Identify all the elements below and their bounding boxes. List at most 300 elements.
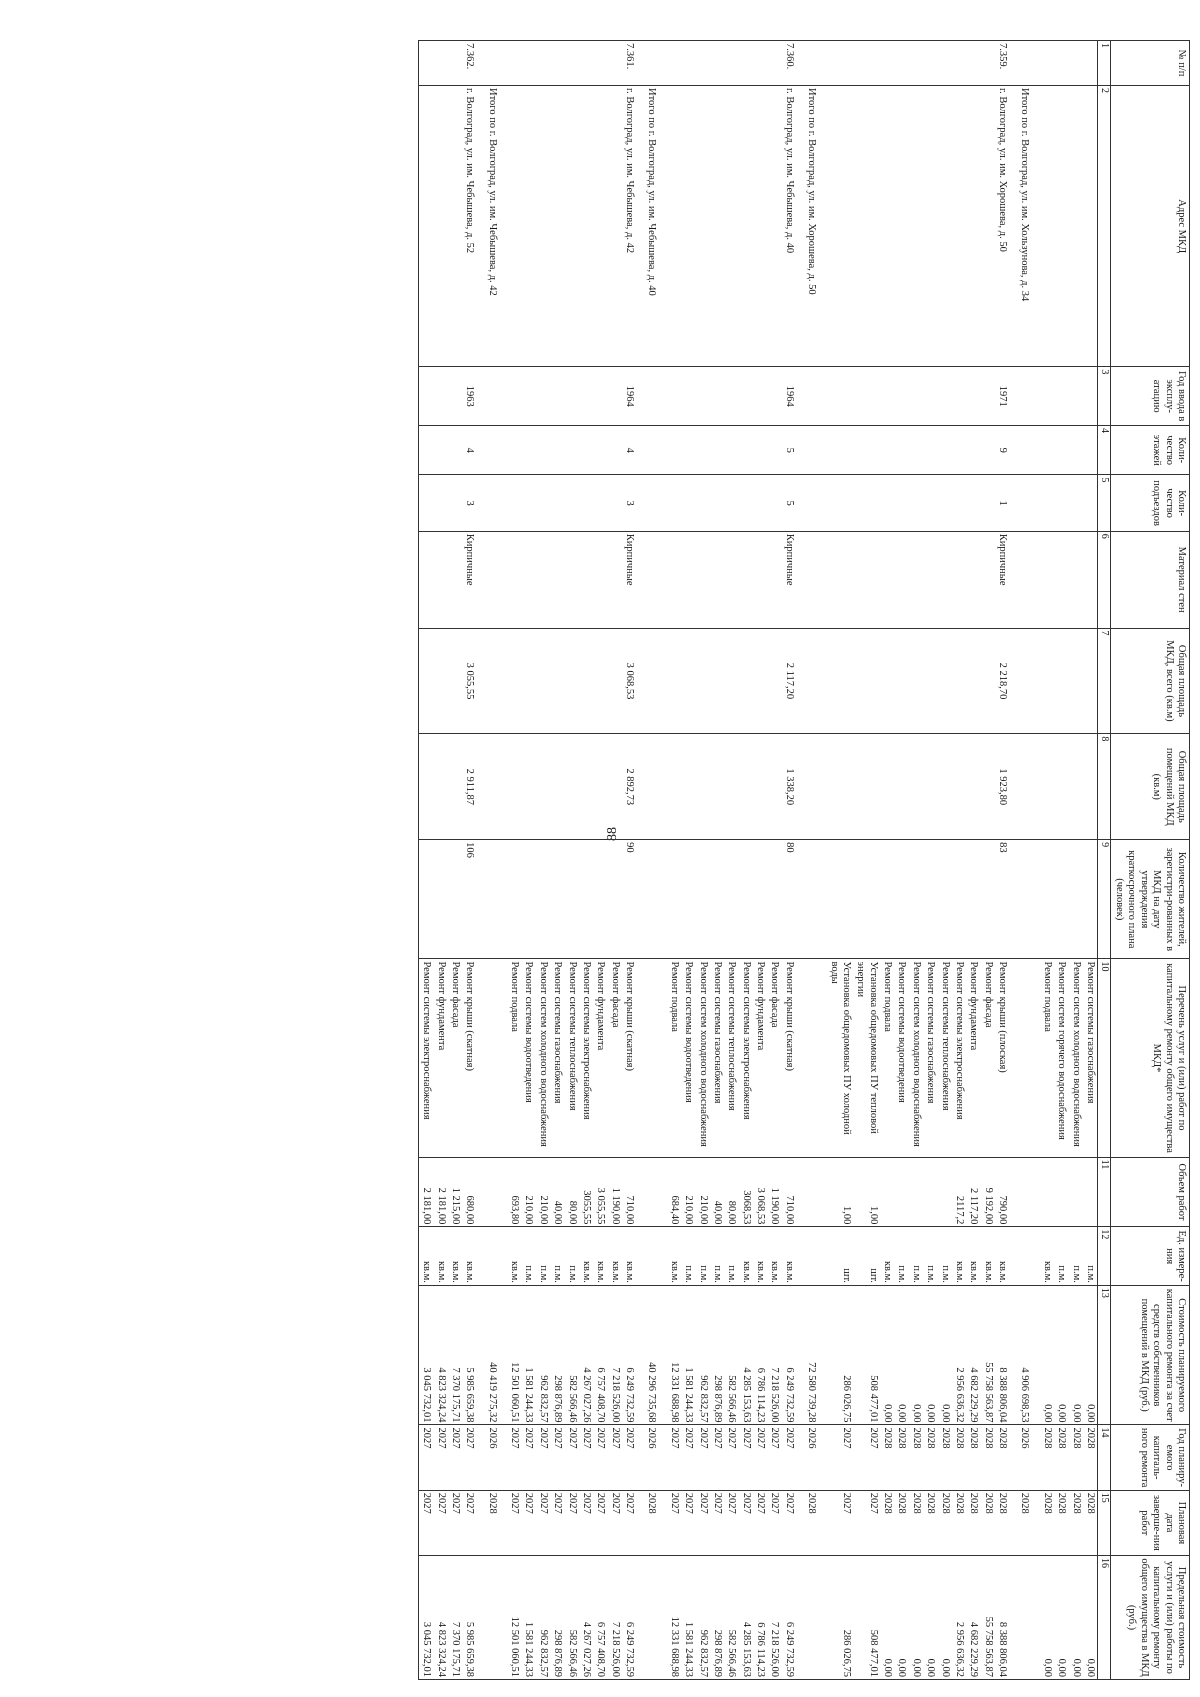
repair-year: 2027 [753,1425,767,1490]
cost: 1 581 244,33 [681,1285,695,1425]
residents [484,840,498,959]
wall-material [880,531,894,628]
column-number: 8 [1097,734,1110,840]
gap-cell [658,628,666,734]
repair-year: 2027 [418,1425,433,1490]
work-type: Ремонт системы газоснабжения [1083,959,1098,1157]
total-area [894,628,908,734]
work-volume: 2 181,00 [433,1157,447,1227]
limit-cost: 12 501 060,51 [507,1556,521,1680]
completion-date: 2028 [980,1490,994,1555]
year-built [826,367,853,426]
work-volume [894,1157,908,1227]
work-type: Ремонт крыши (скатная) [462,959,476,1157]
row-number [666,41,680,86]
floors [1054,425,1068,475]
rotated-page [40,40,1190,1680]
completion-date: 2028 [995,1490,1009,1555]
column-header: Объем работ [1110,1157,1189,1227]
year-built [980,367,994,426]
wall-material [710,531,724,628]
gap-cell [1009,86,1017,367]
floors [507,425,521,475]
cost: 4 906 698,53 [1017,1285,1031,1425]
cost: 7 218 526,00 [767,1285,781,1425]
work-volume: 3055,55 [579,1157,593,1227]
unit: шт. [853,1227,880,1286]
limit-cost: 1 581 244,33 [521,1556,535,1680]
work-row [937,41,951,1680]
entrances [980,475,994,531]
unit [804,1227,818,1286]
row-number [980,41,994,86]
address [433,86,447,367]
row-number [724,41,738,86]
year-built [853,367,880,426]
completion-date: 2027 [564,1490,578,1555]
gap-cell [499,41,507,86]
year-built [767,367,781,426]
limit-cost: 0,00 [923,1556,937,1680]
work-type: Ремонт крыши (скатная) [781,959,795,1157]
floors [894,425,908,475]
address [1054,86,1068,367]
work-type: Ремонт системы водоотведения [894,959,908,1157]
premises-area [484,734,498,840]
wall-material [1017,531,1031,628]
gap-cell [796,1425,804,1490]
floors [695,425,709,475]
total-area [644,628,658,734]
premises-area [767,734,781,840]
completion-date: 2027 [593,1490,607,1555]
residents [607,840,621,959]
total-area [579,628,593,734]
cost: 12 331 688,98 [666,1285,680,1425]
gap-cell [636,86,644,367]
work-type [804,959,818,1157]
unit: кв.м. [622,1227,636,1286]
work-type: Ремонт систем холодного водоснабжения [908,959,922,1157]
work-type: Ремонт систем холодного водоснабжения [695,959,709,1157]
gap-cell [476,1490,484,1555]
work-row [980,41,994,1680]
work-volume: 1 215,00 [448,1157,462,1227]
gap-cell [658,1425,666,1490]
address [880,86,894,367]
total-area [535,628,549,734]
completion-date: 2027 [681,1490,695,1555]
premises-area [564,734,578,840]
entrances [644,475,658,531]
gap-cell [796,425,804,475]
premises-area [535,734,549,840]
premises-area [666,734,680,840]
work-type: Ремонт системы теплоснабжения [724,959,738,1157]
limit-cost: 7 218 526,00 [767,1556,781,1680]
cost: 6 786 114,23 [753,1285,767,1425]
limit-cost: 0,00 [1083,1556,1098,1680]
premises-area [753,734,767,840]
repair-year: 2027 [433,1425,447,1490]
work-row [521,41,535,1680]
address [521,86,535,367]
work-volume: 710,00 [781,1157,795,1227]
address [1068,86,1082,367]
address [923,86,937,367]
total-area [433,628,447,734]
year-built [952,367,966,426]
wall-material [550,531,564,628]
table-body [418,41,1097,1680]
wall-material [966,531,980,628]
gap-cell [796,628,804,734]
limit-cost: 298 876,89 [710,1556,724,1680]
work-volume: 3068,53 [738,1157,752,1227]
residents: 80 [781,840,795,959]
completion-date: 2027 [418,1490,433,1555]
completion-date: 2027 [433,1490,447,1555]
year-built [724,367,738,426]
address [894,86,908,367]
wall-material [644,531,658,628]
gap-cell [476,1556,484,1680]
cost: 7 218 526,00 [607,1285,621,1425]
wall-material [535,531,549,628]
total-area [923,628,937,734]
premises-area [681,734,695,840]
work-type [1017,959,1031,1157]
entrances [593,475,607,531]
gap-cell [1031,1157,1039,1227]
unit: кв.м. [1039,1227,1053,1286]
row-number [607,41,621,86]
entrances [966,475,980,531]
completion-date: 2028 [952,1490,966,1555]
gap-cell [1009,840,1017,959]
house-row [622,41,636,1680]
limit-cost [644,1556,658,1680]
repair-year: 2028 [966,1425,980,1490]
work-volume: 1,00 [826,1157,853,1227]
cost: 40 296 735,68 [644,1285,658,1425]
wall-material [767,531,781,628]
premises-area [1039,734,1053,840]
premises-area [952,734,966,840]
residents [894,840,908,959]
gap-cell [658,86,666,367]
total-area [695,628,709,734]
row-number: 7.359. [995,41,1009,86]
premises-area: 1 923,80 [995,734,1009,840]
cost: 12 501 060,51 [507,1285,521,1425]
work-volume: 1,00 [853,1157,880,1227]
work-row [966,41,980,1680]
repair-year: 2028 [1054,1425,1068,1490]
total-area [753,628,767,734]
address [908,86,922,367]
gap-cell [636,734,644,840]
floors [1068,425,1082,475]
gap-cell [476,1157,484,1227]
gap-cell [636,1227,644,1286]
gap-cell [796,1285,804,1425]
gap-cell [636,41,644,86]
repair-year: 2028 [1068,1425,1082,1490]
floors: 5 [781,425,795,475]
column-number-row [1097,41,1110,1680]
total-area [1083,628,1098,734]
work-type: Ремонт систем горячего водоснабжения [1054,959,1068,1157]
completion-date: 2027 [695,1490,709,1555]
repair-year: 2026 [644,1425,658,1490]
entrances [1017,475,1031,531]
residents [564,840,578,959]
residents [908,840,922,959]
gap-cell [476,86,484,367]
completion-date: 2027 [767,1490,781,1555]
gap-cell [818,86,826,367]
gap-cell [476,531,484,628]
completion-date: 2027 [853,1490,880,1555]
entrances [724,475,738,531]
gap-cell [636,475,644,531]
premises-area [908,734,922,840]
year-built [644,367,658,426]
total-row [1017,41,1031,1680]
cost: 582 566,46 [724,1285,738,1425]
repair-year: 2027 [710,1425,724,1490]
work-type: Ремонт фундамента [593,959,607,1157]
entrances: 3 [462,475,476,531]
wall-material [753,531,767,628]
total-area [853,628,880,734]
premises-area [710,734,724,840]
limit-cost: 962 832,57 [535,1556,549,1680]
year-built [607,367,621,426]
wall-material [564,531,578,628]
year-built [908,367,922,426]
work-row [433,41,447,1680]
completion-date: 2028 [908,1490,922,1555]
repair-year: 2027 [550,1425,564,1490]
entrances [666,475,680,531]
completion-date: 2028 [880,1490,894,1555]
residents [966,840,980,959]
cost: 0,00 [1083,1285,1098,1425]
unit: кв.м. [593,1227,607,1286]
completion-date: 2027 [826,1490,853,1555]
unit: кв.м. [753,1227,767,1286]
wall-material [484,531,498,628]
completion-date: 2027 [622,1490,636,1555]
wall-material: Кирпичные [781,531,795,628]
residents [826,840,853,959]
work-volume [1039,1157,1053,1227]
unit: кв.м. [738,1227,752,1286]
address [826,86,853,367]
year-built [1039,367,1053,426]
gap-cell [1009,1425,1017,1490]
floors [1083,425,1098,475]
limit-cost: 508 477,01 [853,1556,880,1680]
entrances [695,475,709,531]
limit-cost: 6 249 732,59 [781,1556,795,1680]
gap-cell [1031,1285,1039,1425]
total-area [880,628,894,734]
entrances: 3 [622,475,636,531]
gap-cell [1031,734,1039,840]
gap-cell [658,41,666,86]
completion-date: 2027 [724,1490,738,1555]
residents [738,840,752,959]
work-row [607,41,621,1680]
entrances [767,475,781,531]
limit-cost: 286 026,75 [826,1556,853,1680]
gap-cell [818,425,826,475]
floors [923,425,937,475]
row-gap [658,41,666,1680]
wall-material [738,531,752,628]
limit-cost: 6 786 114,23 [753,1556,767,1680]
year-built [593,367,607,426]
repair-year: 2027 [462,1425,476,1490]
gap-cell [818,1556,826,1680]
repair-year: 2027 [521,1425,535,1490]
limit-cost: 582 566,46 [564,1556,578,1680]
work-volume [880,1157,894,1227]
year-built [507,367,521,426]
row-number [937,41,951,86]
total-area: 3 068,53 [622,628,636,734]
address [681,86,695,367]
premises-area [448,734,462,840]
wall-material [681,531,695,628]
premises-area [894,734,908,840]
row-number [966,41,980,86]
work-row [724,41,738,1680]
unit: кв.м. [462,1227,476,1286]
premises-area: 1 338,20 [781,734,795,840]
residents [507,840,521,959]
gap-cell [1009,1157,1017,1227]
entrances [952,475,966,531]
unit: шт. [826,1227,853,1286]
year-built [1083,367,1098,426]
cost: 4 267 027,26 [579,1285,593,1425]
row-number [433,41,447,86]
repair-year: 2027 [738,1425,752,1490]
cost: 0,00 [1054,1285,1068,1425]
cost: 5 985 659,38 [462,1285,476,1425]
limit-cost: 1 581 244,33 [681,1556,695,1680]
completion-date: 2028 [923,1490,937,1555]
work-type: Установка общедомовых ПУ тепловой энергии [853,959,880,1157]
completion-date: 2027 [607,1490,621,1555]
premises-area [880,734,894,840]
repair-year: 2027 [781,1425,795,1490]
repair-year: 2027 [448,1425,462,1490]
completion-date: 2027 [521,1490,535,1555]
total-area [952,628,966,734]
repair-year: 2026 [804,1425,818,1490]
floors [710,425,724,475]
completion-date: 2027 [507,1490,521,1555]
gap-cell [476,1425,484,1490]
gap-cell [796,367,804,426]
residents [853,840,880,959]
wall-material [980,531,994,628]
column-number: 6 [1097,531,1110,628]
row-number [1068,41,1082,86]
residents [521,840,535,959]
completion-date: 2027 [448,1490,462,1555]
residents [666,840,680,959]
completion-date: 2028 [937,1490,951,1555]
residents [724,840,738,959]
gap-cell [658,531,666,628]
gap-cell [796,959,804,1157]
floors [550,425,564,475]
wall-material [507,531,521,628]
limit-cost [804,1556,818,1680]
completion-date: 2027 [550,1490,564,1555]
premises-area [1017,734,1031,840]
repair-year: 2027 [695,1425,709,1490]
floors [738,425,752,475]
gap-cell [658,1285,666,1425]
entrances [937,475,951,531]
work-volume [908,1157,922,1227]
year-built [681,367,695,426]
premises-area [923,734,937,840]
floors [853,425,880,475]
completion-date: 2027 [781,1490,795,1555]
row-number [826,41,853,86]
wall-material [894,531,908,628]
column-header: Плановая дата заверше-ния работ [1110,1490,1189,1555]
row-number [593,41,607,86]
floors [1017,425,1031,475]
work-type: Ремонт системы газоснабжения [923,959,937,1157]
completion-date: 2027 [462,1490,476,1555]
premises-area [738,734,752,840]
work-row [579,41,593,1680]
repair-year: 2027 [724,1425,738,1490]
entrances [1054,475,1068,531]
total-area: 2 117,20 [781,628,795,734]
residents [433,840,447,959]
year-built [923,367,937,426]
unit: кв.м. [767,1227,781,1286]
residents [923,840,937,959]
year-built [1017,367,1031,426]
address [535,86,549,367]
row-number [564,41,578,86]
gap-cell [1031,86,1039,367]
completion-date: 2028 [966,1490,980,1555]
total-area [418,628,433,734]
cost: 2 956 636,32 [952,1285,966,1425]
cost: 6 249 732,59 [781,1285,795,1425]
address [1083,86,1098,367]
gap-cell [658,959,666,1157]
gap-cell [499,475,507,531]
residents: 90 [622,840,636,959]
gap-cell [499,840,507,959]
repair-year: 2028 [1083,1425,1098,1490]
work-volume [484,1157,498,1227]
